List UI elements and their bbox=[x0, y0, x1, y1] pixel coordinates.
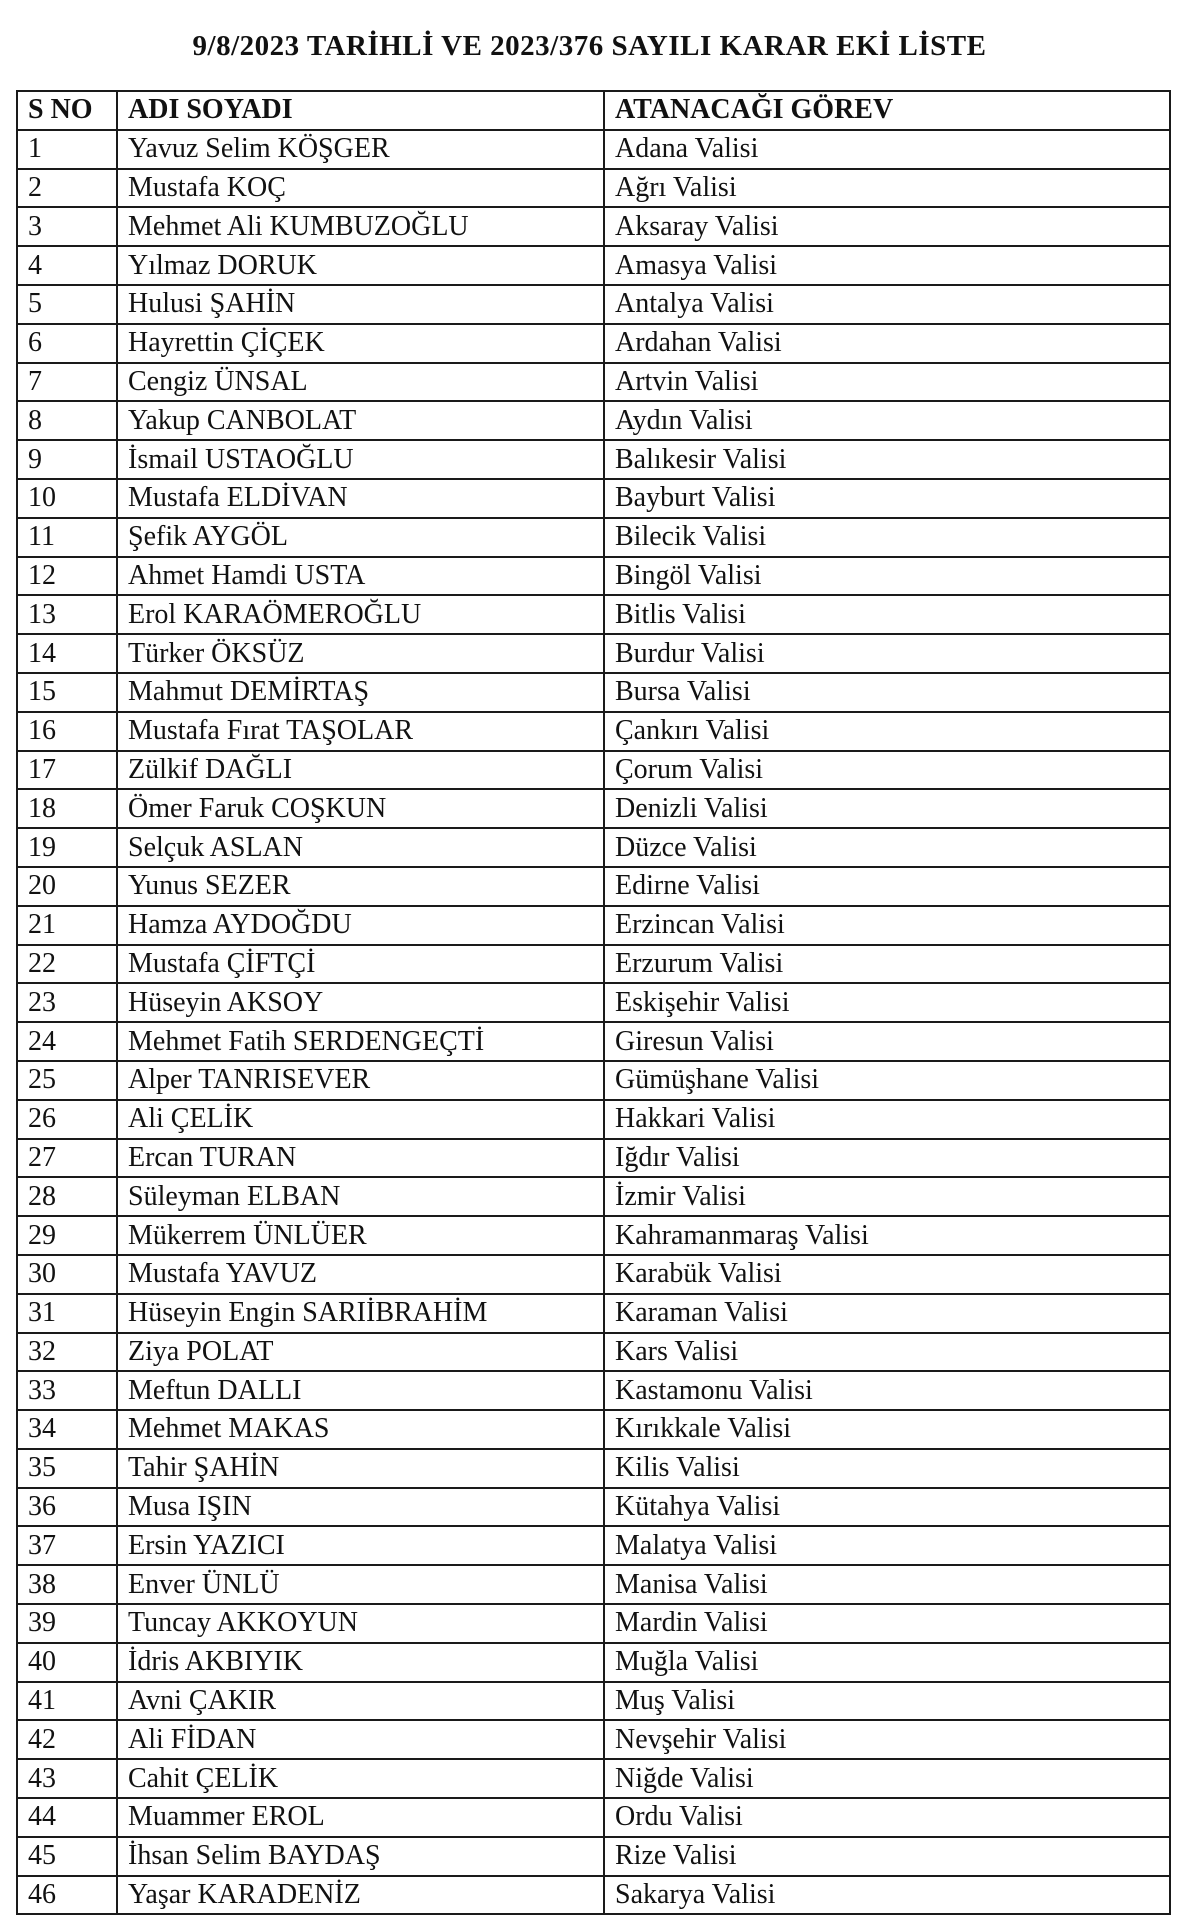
person-name: Süleyman ELBAN bbox=[117, 1177, 604, 1216]
assigned-duty: Erzincan Valisi bbox=[604, 906, 1170, 945]
person-name: Ziya POLAT bbox=[117, 1333, 604, 1372]
person-name: Muammer EROL bbox=[117, 1798, 604, 1837]
row-number: 32 bbox=[17, 1333, 117, 1372]
assigned-duty: Balıkesir Valisi bbox=[604, 440, 1170, 479]
row-number: 4 bbox=[17, 246, 117, 285]
person-name: Mustafa ÇİFTÇİ bbox=[117, 945, 604, 984]
assigned-duty: Artvin Valisi bbox=[604, 363, 1170, 402]
person-name: Ömer Faruk COŞKUN bbox=[117, 789, 604, 828]
table-row bbox=[17, 1255, 1170, 1294]
person-name: Avni ÇAKIR bbox=[117, 1682, 604, 1721]
table-header-row bbox=[17, 91, 1170, 130]
row-number: 28 bbox=[17, 1177, 117, 1216]
assigned-duty: İzmir Valisi bbox=[604, 1177, 1170, 1216]
header-duty: ATANACAĞI GÖREV bbox=[604, 91, 1170, 130]
assigned-duty: Aksaray Valisi bbox=[604, 207, 1170, 246]
table-row bbox=[17, 401, 1170, 440]
row-number: 3 bbox=[17, 207, 117, 246]
row-number: 41 bbox=[17, 1682, 117, 1721]
row-number: 24 bbox=[17, 1022, 117, 1061]
person-name: Mustafa YAVUZ bbox=[117, 1255, 604, 1294]
table-row bbox=[17, 130, 1170, 169]
assigned-duty: Sakarya Valisi bbox=[604, 1876, 1170, 1915]
table-row bbox=[17, 1720, 1170, 1759]
table-row bbox=[17, 324, 1170, 363]
row-number: 8 bbox=[17, 401, 117, 440]
assigned-duty: Niğde Valisi bbox=[604, 1759, 1170, 1798]
person-name: Yavuz Selim KÖŞGER bbox=[117, 130, 604, 169]
row-number: 10 bbox=[17, 479, 117, 518]
person-name: Cahit ÇELİK bbox=[117, 1759, 604, 1798]
assigned-duty: Rize Valisi bbox=[604, 1837, 1170, 1876]
row-number: 46 bbox=[17, 1876, 117, 1915]
person-name: Yunus SEZER bbox=[117, 867, 604, 906]
row-number: 35 bbox=[17, 1449, 117, 1488]
assigned-duty: Karabük Valisi bbox=[604, 1255, 1170, 1294]
header-name: ADI SOYADI bbox=[117, 91, 604, 130]
table-row bbox=[17, 1294, 1170, 1333]
table-row bbox=[17, 906, 1170, 945]
row-number: 15 bbox=[17, 673, 117, 712]
row-number: 33 bbox=[17, 1371, 117, 1410]
person-name: Enver ÜNLÜ bbox=[117, 1565, 604, 1604]
assigned-duty: Denizli Valisi bbox=[604, 789, 1170, 828]
header-sno: S NO bbox=[17, 91, 117, 130]
row-number: 13 bbox=[17, 595, 117, 634]
assigned-duty: Burdur Valisi bbox=[604, 634, 1170, 673]
row-number: 7 bbox=[17, 363, 117, 402]
assigned-duty: Eskişehir Valisi bbox=[604, 983, 1170, 1022]
assigned-duty: Kilis Valisi bbox=[604, 1449, 1170, 1488]
row-number: 45 bbox=[17, 1837, 117, 1876]
assigned-duty: Hakkari Valisi bbox=[604, 1100, 1170, 1139]
person-name: İdris AKBIYIK bbox=[117, 1643, 604, 1682]
person-name: Tuncay AKKOYUN bbox=[117, 1604, 604, 1643]
assigned-duty: Kars Valisi bbox=[604, 1333, 1170, 1372]
table-row bbox=[17, 1410, 1170, 1449]
person-name: Mustafa Fırat TAŞOLAR bbox=[117, 712, 604, 751]
assigned-duty: Malatya Valisi bbox=[604, 1526, 1170, 1565]
person-name: Ersin YAZICI bbox=[117, 1526, 604, 1565]
row-number: 40 bbox=[17, 1643, 117, 1682]
row-number: 34 bbox=[17, 1410, 117, 1449]
table-row bbox=[17, 207, 1170, 246]
table-row bbox=[17, 1022, 1170, 1061]
table-row bbox=[17, 1449, 1170, 1488]
assigned-duty: Erzurum Valisi bbox=[604, 945, 1170, 984]
assigned-duty: Bilecik Valisi bbox=[604, 518, 1170, 557]
person-name: Hüseyin Engin SARIİBRAHİM bbox=[117, 1294, 604, 1333]
assigned-duty: Kahramanmaraş Valisi bbox=[604, 1216, 1170, 1255]
row-number: 1 bbox=[17, 130, 117, 169]
table-row bbox=[17, 1216, 1170, 1255]
row-number: 43 bbox=[17, 1759, 117, 1798]
row-number: 21 bbox=[17, 906, 117, 945]
table-row bbox=[17, 1488, 1170, 1527]
table-row bbox=[17, 789, 1170, 828]
assigned-duty: Muş Valisi bbox=[604, 1682, 1170, 1721]
row-number: 6 bbox=[17, 324, 117, 363]
row-number: 16 bbox=[17, 712, 117, 751]
assigned-duty: Manisa Valisi bbox=[604, 1565, 1170, 1604]
person-name: Mehmet MAKAS bbox=[117, 1410, 604, 1449]
person-name: Meftun DALLI bbox=[117, 1371, 604, 1410]
table-row bbox=[17, 1837, 1170, 1876]
person-name: Mehmet Fatih SERDENGEÇTİ bbox=[117, 1022, 604, 1061]
person-name: Musa IŞIN bbox=[117, 1488, 604, 1527]
assigned-duty: Muğla Valisi bbox=[604, 1643, 1170, 1682]
table-body bbox=[17, 130, 1170, 1915]
person-name: Hayrettin ÇİÇEK bbox=[117, 324, 604, 363]
assigned-duty: Amasya Valisi bbox=[604, 246, 1170, 285]
table-row bbox=[17, 712, 1170, 751]
table-row bbox=[17, 751, 1170, 790]
row-number: 14 bbox=[17, 634, 117, 673]
table-row bbox=[17, 1100, 1170, 1139]
table-row bbox=[17, 595, 1170, 634]
assigned-duty: Gümüşhane Valisi bbox=[604, 1061, 1170, 1100]
row-number: 19 bbox=[17, 828, 117, 867]
assigned-duty: Iğdır Valisi bbox=[604, 1139, 1170, 1178]
assigned-duty: Mardin Valisi bbox=[604, 1604, 1170, 1643]
person-name: Ercan TURAN bbox=[117, 1139, 604, 1178]
table-row bbox=[17, 634, 1170, 673]
table-row bbox=[17, 363, 1170, 402]
row-number: 29 bbox=[17, 1216, 117, 1255]
assigned-duty: Aydın Valisi bbox=[604, 401, 1170, 440]
person-name: Ali FİDAN bbox=[117, 1720, 604, 1759]
assigned-duty: Düzce Valisi bbox=[604, 828, 1170, 867]
assigned-duty: Çankırı Valisi bbox=[604, 712, 1170, 751]
assigned-duty: Antalya Valisi bbox=[604, 285, 1170, 324]
person-name: Erol KARAÖMEROĞLU bbox=[117, 595, 604, 634]
row-number: 36 bbox=[17, 1488, 117, 1527]
assigned-duty: Kırıkkale Valisi bbox=[604, 1410, 1170, 1449]
table-row bbox=[17, 1798, 1170, 1837]
assigned-duty: Giresun Valisi bbox=[604, 1022, 1170, 1061]
person-name: Alper TANRISEVER bbox=[117, 1061, 604, 1100]
table-row bbox=[17, 1061, 1170, 1100]
assigned-duty: Kastamonu Valisi bbox=[604, 1371, 1170, 1410]
table-row bbox=[17, 1876, 1170, 1915]
row-number: 44 bbox=[17, 1798, 117, 1837]
person-name: Ahmet Hamdi USTA bbox=[117, 557, 604, 596]
assigned-duty: Ordu Valisi bbox=[604, 1798, 1170, 1837]
table-row bbox=[17, 1526, 1170, 1565]
row-number: 9 bbox=[17, 440, 117, 479]
person-name: Hamza AYDOĞDU bbox=[117, 906, 604, 945]
row-number: 11 bbox=[17, 518, 117, 557]
person-name: Hulusi ŞAHİN bbox=[117, 285, 604, 324]
row-number: 27 bbox=[17, 1139, 117, 1178]
row-number: 25 bbox=[17, 1061, 117, 1100]
person-name: Tahir ŞAHİN bbox=[117, 1449, 604, 1488]
assigned-duty: Bingöl Valisi bbox=[604, 557, 1170, 596]
person-name: Selçuk ASLAN bbox=[117, 828, 604, 867]
person-name: Yaşar KARADENİZ bbox=[117, 1876, 604, 1915]
row-number: 30 bbox=[17, 1255, 117, 1294]
row-number: 18 bbox=[17, 789, 117, 828]
table-row bbox=[17, 945, 1170, 984]
person-name: İsmail USTAOĞLU bbox=[117, 440, 604, 479]
table-row bbox=[17, 867, 1170, 906]
row-number: 26 bbox=[17, 1100, 117, 1139]
assigned-duty: Karaman Valisi bbox=[604, 1294, 1170, 1333]
table-row bbox=[17, 246, 1170, 285]
table-row bbox=[17, 673, 1170, 712]
table-row bbox=[17, 557, 1170, 596]
person-name: Zülkif DAĞLI bbox=[117, 751, 604, 790]
table-row bbox=[17, 1565, 1170, 1604]
table-row bbox=[17, 1371, 1170, 1410]
person-name: İhsan Selim BAYDAŞ bbox=[117, 1837, 604, 1876]
assigned-duty: Bayburt Valisi bbox=[604, 479, 1170, 518]
person-name: Yılmaz DORUK bbox=[117, 246, 604, 285]
person-name: Yakup CANBOLAT bbox=[117, 401, 604, 440]
table-row bbox=[17, 1604, 1170, 1643]
table-row bbox=[17, 1759, 1170, 1798]
row-number: 22 bbox=[17, 945, 117, 984]
row-number: 2 bbox=[17, 169, 117, 208]
person-name: Cengiz ÜNSAL bbox=[117, 363, 604, 402]
row-number: 23 bbox=[17, 983, 117, 1022]
row-number: 38 bbox=[17, 1565, 117, 1604]
table-row bbox=[17, 1139, 1170, 1178]
table-row bbox=[17, 440, 1170, 479]
person-name: Türker ÖKSÜZ bbox=[117, 634, 604, 673]
row-number: 17 bbox=[17, 751, 117, 790]
person-name: Mustafa KOÇ bbox=[117, 169, 604, 208]
assigned-duty: Adana Valisi bbox=[604, 130, 1170, 169]
page-title: 9/8/2023 TARİHLİ VE 2023/376 SAYILI KARAR EKİ LİSTE bbox=[192, 30, 987, 62]
table-row bbox=[17, 1177, 1170, 1216]
table-row bbox=[17, 1682, 1170, 1721]
table-row bbox=[17, 169, 1170, 208]
table-row bbox=[17, 828, 1170, 867]
assigned-duty: Bursa Valisi bbox=[604, 673, 1170, 712]
assigned-duty: Edirne Valisi bbox=[604, 867, 1170, 906]
person-name: Ali ÇELİK bbox=[117, 1100, 604, 1139]
row-number: 42 bbox=[17, 1720, 117, 1759]
assigned-duty: Çorum Valisi bbox=[604, 751, 1170, 790]
person-name: Hüseyin AKSOY bbox=[117, 983, 604, 1022]
table-row bbox=[17, 479, 1170, 518]
row-number: 5 bbox=[17, 285, 117, 324]
person-name: Mustafa ELDİVAN bbox=[117, 479, 604, 518]
person-name: Şefik AYGÖL bbox=[117, 518, 604, 557]
table-row bbox=[17, 983, 1170, 1022]
assigned-duty: Nevşehir Valisi bbox=[604, 1720, 1170, 1759]
assigned-duty: Ağrı Valisi bbox=[604, 169, 1170, 208]
table-row bbox=[17, 1643, 1170, 1682]
table-row bbox=[17, 285, 1170, 324]
person-name: Mükerrem ÜNLÜER bbox=[117, 1216, 604, 1255]
row-number: 12 bbox=[17, 557, 117, 596]
row-number: 37 bbox=[17, 1526, 117, 1565]
row-number: 31 bbox=[17, 1294, 117, 1333]
assigned-duty: Kütahya Valisi bbox=[604, 1488, 1170, 1527]
appointment-table bbox=[16, 90, 1171, 1915]
table-row bbox=[17, 1333, 1170, 1372]
assigned-duty: Ardahan Valisi bbox=[604, 324, 1170, 363]
row-number: 39 bbox=[17, 1604, 117, 1643]
person-name: Mahmut DEMİRTAŞ bbox=[117, 673, 604, 712]
assigned-duty: Bitlis Valisi bbox=[604, 595, 1170, 634]
row-number: 20 bbox=[17, 867, 117, 906]
person-name: Mehmet Ali KUMBUZOĞLU bbox=[117, 207, 604, 246]
table-row bbox=[17, 518, 1170, 557]
